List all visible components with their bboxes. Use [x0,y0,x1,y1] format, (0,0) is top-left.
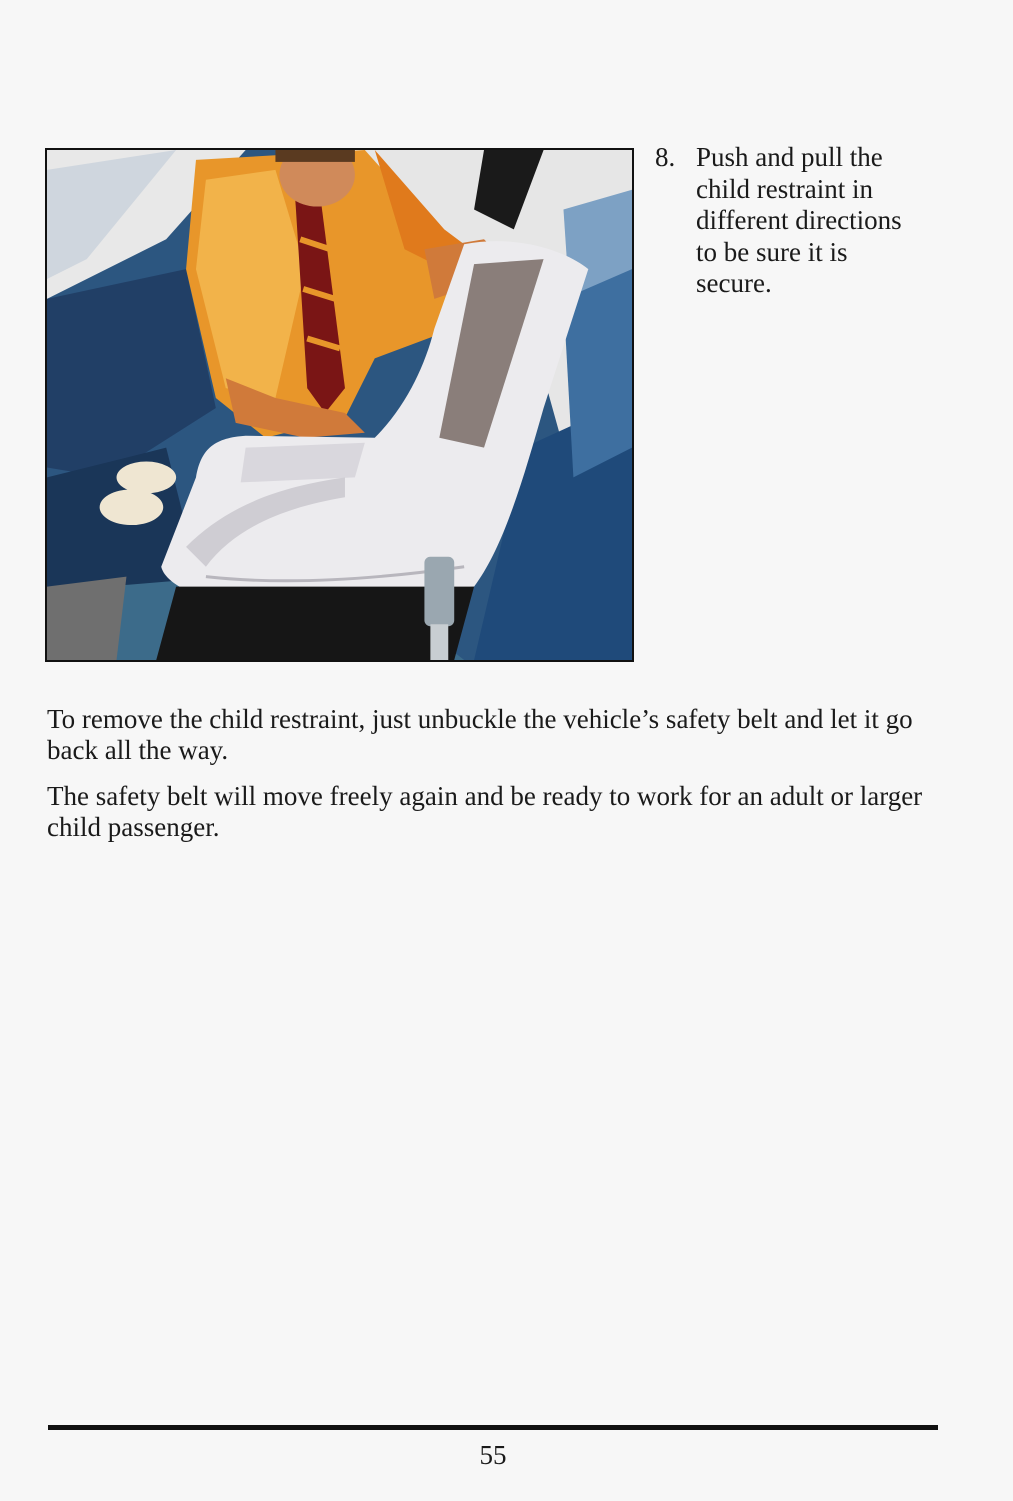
page-number: 55 [479,1440,507,1470]
step-text: Push and pull the child restraint in different directions to be sure it is secure. [696,142,902,298]
child-restraint-illustration [45,148,634,662]
paragraph-remove-restraint: To remove the child restraint, just unbuckle the vehicle’s safety belt and let it go back all the way. [47,704,913,765]
step-number: 8. [655,142,676,172]
man-securing-child-seat-icon [47,150,632,660]
footer-rule [48,1425,938,1430]
paragraph-belt-ready: The safety belt will move freely again and be ready to work for an adult or larger child passenger. [47,781,923,842]
